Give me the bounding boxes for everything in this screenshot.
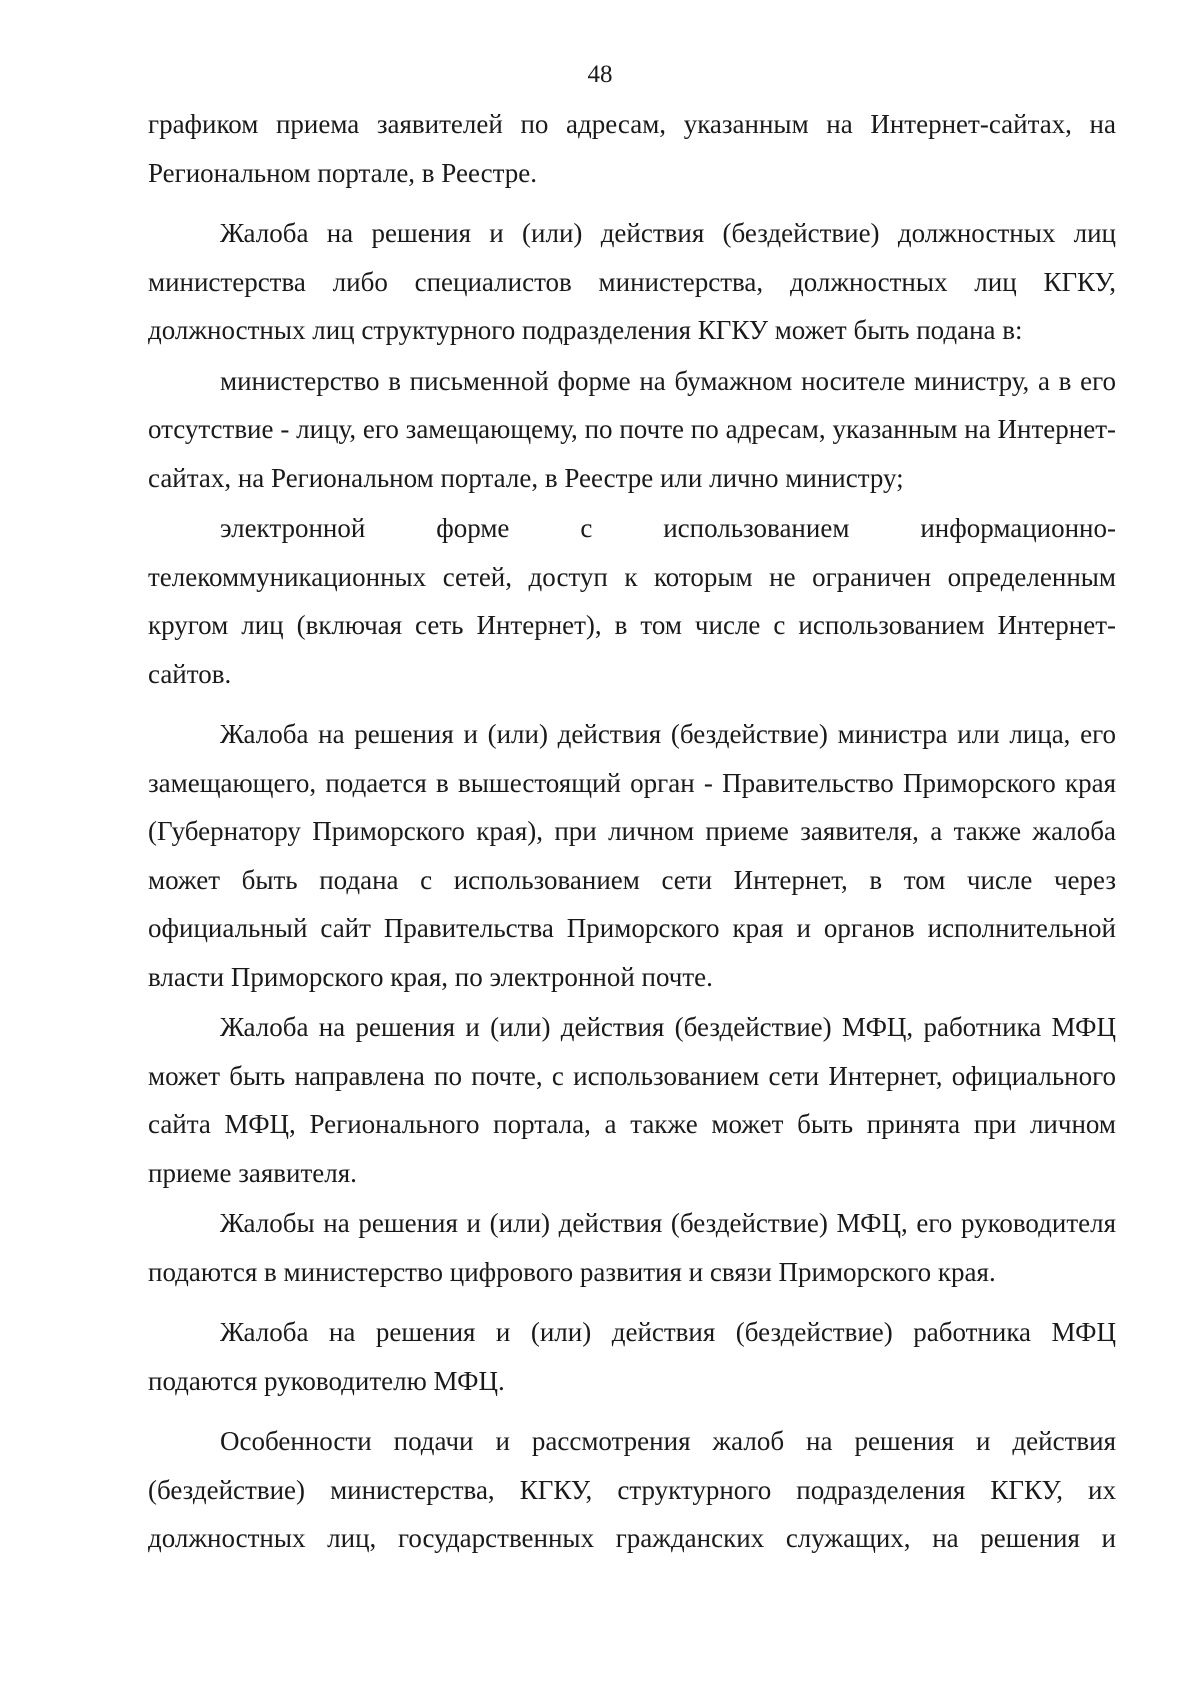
paragraph-features-complaints: Особенности подачи и рассмотрения жалоб на решения и действия (бездействие) министерства, КГКУ, структурного подразделения КГКУ, их должностных лиц, государственных гражданских служащих, на решения и	[148, 1426, 1116, 1553]
paragraph-complaint-minister: Жалоба на решения и (или) действия (бездействие) министра или лица, его замещающего, подается в вышестоящий орган - Правительство Приморского края (Губернатору Приморского края), при личном приеме заявителя, а также жалоба может быть подана с использованием сети Интернет, в том числе через официальный сайт Правительства Приморского края и органов исполнительной власти Приморского края, по электронной почте.	[148, 719, 1116, 992]
paragraph-complaint-mfc-worker: Жалоба на решения и (или) действия (бездействие) работника МФЦ подаются руководителю МФЦ.	[148, 1317, 1116, 1396]
paragraph-schedule-continuation: графиком приема заявителей по адресам, указанным на Интернет-сайтах, на Региональном портале, в Реестре.	[148, 109, 1116, 188]
paragraph-complaint-officials: Жалоба на решения и (или) действия (бездействие) должностных лиц министерства либо специалистов министерства, должностных лиц КГКУ, должностных лиц структурного подразделения КГКУ может быть подана в:	[148, 218, 1116, 345]
paragraph-complaint-mfc: Жалоба на решения и (или) действия (бездействие) МФЦ, работника МФЦ может быть направлена по почте, с использованием сети Интернет, официального сайта МФЦ, Регионального портала, а также может быть принята при личном приеме заявителя.	[148, 1012, 1116, 1188]
page-number: 48	[587, 61, 613, 88]
paragraph-complaint-mfc-head: Жалобы на решения и (или) действия (бездействие) МФЦ, его руководителя подаются в министерство цифрового развития и связи Приморского края.	[148, 1208, 1116, 1287]
document-body	[148, 100, 1116, 1563]
paragraph-ministry-written: министерство в письменной форме на бумажном носителе министру, а в его отсутствие - лицу, его замещающему, по почте по адресам, указанным на Интернет-сайтах, на Региональном портале, в Реестре или лично министру;	[148, 365, 1116, 493]
paragraph-electronic-form: электронной форме с использованием информационно-телекоммуникационных сетей, доступ к которым не ограничен определенным кругом лиц (включая сеть Интернет), в том числе с использованием Интернет-сайтов.	[148, 513, 1116, 689]
